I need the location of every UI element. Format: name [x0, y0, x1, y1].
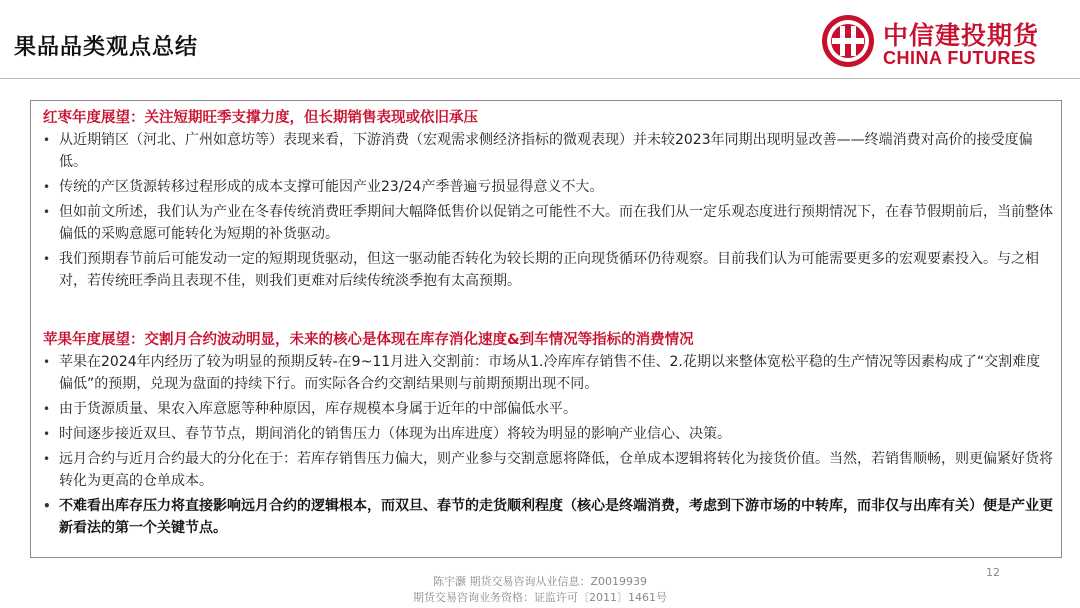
list-item: • 时间逐步接近双旦、春节节点，期间消化的销售压力（体现为出库进度）将较为明显的影响产业信心、决策。 — [43, 423, 1053, 445]
header-divider — [0, 78, 1080, 79]
jujube-outlook-section — [43, 107, 1053, 292]
company-logo — [821, 14, 1061, 72]
list-item: • 远月合约与近月合约最大的分化在于：若库存销售压力偏大，则产业参与交割意愿将降低，仓单成本逻辑将转化为接货价值。当然，若销售顺畅，则更偏紧好货将转化为更高的仓单成本。 — [43, 448, 1053, 492]
bullet-list — [43, 351, 1053, 539]
section-heading: 苹果年度展望：交割月合约波动明显，未来的核心是体现在库存消化速度&到车情况等指标的消费情况 — [43, 332, 694, 348]
section-heading: 红枣年度展望：关注短期旺季支撑力度，但长期销售表现或依旧承压 — [43, 110, 478, 126]
list-item: • 传统的产区货源转移过程形成的成本支撑可能因产业23/24产季普遍亏损显得意义不大。 — [43, 176, 1053, 198]
list-item: • 由于货源质量、果农入库意愿等种种原因，库存规模本身属于近年的中部偏低水平。 — [43, 398, 1053, 420]
page-title: 果品品类观点总结 — [14, 35, 199, 60]
list-item: • 但如前文所述，我们认为产业在冬春传统消费旺季期间大幅降低售价以促销之可能性不大。而在我们从一定乐观态度进行预期情况下，在春节假期前后，当前整体偏低的采购意愿可能转化为短期的补货驱动。 — [43, 201, 1053, 245]
footer — [0, 574, 1080, 606]
page-number: 12 — [986, 566, 1000, 579]
list-item: • 苹果在2024年内经历了较为明显的预期反转-在9~11月进入交割前：市场从1.冷库库存销售不佳、2.花期以来整体宽松平稳的生产情况等因素构成了“交割难度偏低”的预期，兑现为盘面的持续下行。而实际各合约交割结果则与前期预期出现不同。 — [43, 351, 1053, 395]
list-item: • 从近期销区（河北、广州如意坊等）表现来看，下游消费（宏观需求侧经济指标的微观表现）并未较2023年同期出现明显改善——终端消费对高价的接受度偏低。 — [43, 129, 1053, 173]
footer-license-info: 期货交易咨询业务资格：证监许可〔2011〕1461号 — [413, 591, 667, 604]
logo-name-cn: 中信建投期货 — [883, 21, 1040, 50]
citic-logo-icon — [821, 14, 875, 68]
apple-outlook-section — [43, 329, 1053, 539]
footer-analyst-info: 陈宇灏 期货交易咨询从业信息：Z0019939 — [432, 575, 648, 588]
list-item: • 我们预期春节前后可能发动一定的短期现货驱动，但这一驱动能否转化为较长期的正向现货循环仍待观察。目前我们认为可能需要更多的宏观要素投入。与之相对，若传统旺季尚且表现不佳，则我们更难对后续传统淡季抱有太高预期。 — [43, 248, 1053, 292]
logo-name-en: CHINA FUTURES — [883, 48, 1036, 68]
bullet-list — [43, 129, 1053, 292]
summary-box — [30, 100, 1062, 558]
list-item: • 不难看出库存压力将直接影响远月合约的逻辑根本，而双旦、春节的走货顺利程度（核心是终端消费，考虑到下游市场的中转库，而非仅与出库有关）便是产业更新看法的第一个关键节点。 — [43, 495, 1053, 539]
